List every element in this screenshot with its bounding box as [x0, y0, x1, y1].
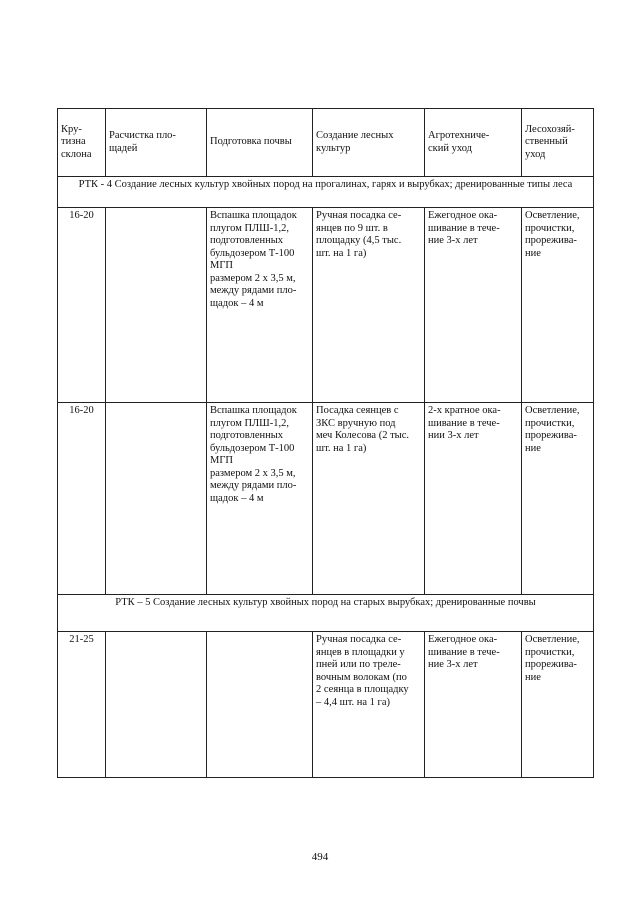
header-agrotechnical-care: Агротехниче- ский уход: [425, 109, 522, 177]
cell-clearing: [106, 208, 207, 403]
cell-soil-preparation: [207, 632, 313, 778]
cell-clearing: [106, 632, 207, 778]
cell-forestry-care: Осветление, прочистки, прорежива- ние: [522, 632, 594, 778]
section-title-rtk4: РТК - 4 Создание лесных культур хвойных пород на прогалинах, гарях и вырубках; дренированные типы леса: [58, 177, 594, 208]
cell-soil-preparation: Вспашка площадок плугом ПЛШ-1,2, подготовленных бульдозером Т-100 МГП размером 2 х 3,5 м, между рядами пло- щадок – 4 м: [207, 208, 313, 403]
page-number: 494: [311, 851, 329, 863]
cell-agrotechnical-care: 2-х кратное ока- шивание в тече- нии 3-х лет: [425, 403, 522, 595]
rtk-table: [57, 108, 594, 778]
table-row: [58, 403, 594, 595]
table-header-row: [58, 109, 594, 177]
cell-agrotechnical-care: Ежегодное ока- шивание в тече- ние 3-х лет: [425, 632, 522, 778]
header-forestry-care: Лесохозяй- ственный уход: [522, 109, 594, 177]
section-row-rtk4: [58, 177, 594, 208]
cell-agrotechnical-care: Ежегодное ока- шивание в тече- ние 3-х лет: [425, 208, 522, 403]
header-planting: Создание лесных культур: [313, 109, 425, 177]
cell-slope: 16-20: [58, 403, 106, 595]
header-soil-preparation: Подготовка почвы: [207, 109, 313, 177]
cell-slope: 16-20: [58, 208, 106, 403]
cell-forestry-care: Осветление, прочистки, прорежива- ние: [522, 403, 594, 595]
cell-clearing: [106, 403, 207, 595]
cell-soil-preparation: Вспашка площадок плугом ПЛШ-1,2, подготовленных бульдозером Т-100 МГП размером 2 х 3,5 м, между рядами пло- щадок – 4 м: [207, 403, 313, 595]
table-row: [58, 208, 594, 403]
cell-slope: 21-25: [58, 632, 106, 778]
header-slope: Кру- тизна склона: [58, 109, 106, 177]
cell-planting: Посадка сеянцев с ЗКС вручную под меч Колесова (2 тыс. шт. на 1 га): [313, 403, 425, 595]
cell-planting: Ручная посадка се- янцев в площадки у пней или по треле- вочным волокам (по 2 сеянца в площадку – 4,4 шт. на 1 га): [313, 632, 425, 778]
cell-planting: Ручная посадка се- янцев по 9 шт. в площадку (4,5 тыс. шт. на 1 га): [313, 208, 425, 403]
section-row-rtk5: [58, 595, 594, 632]
table-row: [58, 632, 594, 778]
section-title-rtk5: РТК – 5 Создание лесных культур хвойных пород на старых вырубках; дренированные почвы: [58, 595, 594, 632]
header-clearing: Расчистка пло- щадей: [106, 109, 207, 177]
cell-forestry-care: Осветление, прочистки, прорежива- ние: [522, 208, 594, 403]
